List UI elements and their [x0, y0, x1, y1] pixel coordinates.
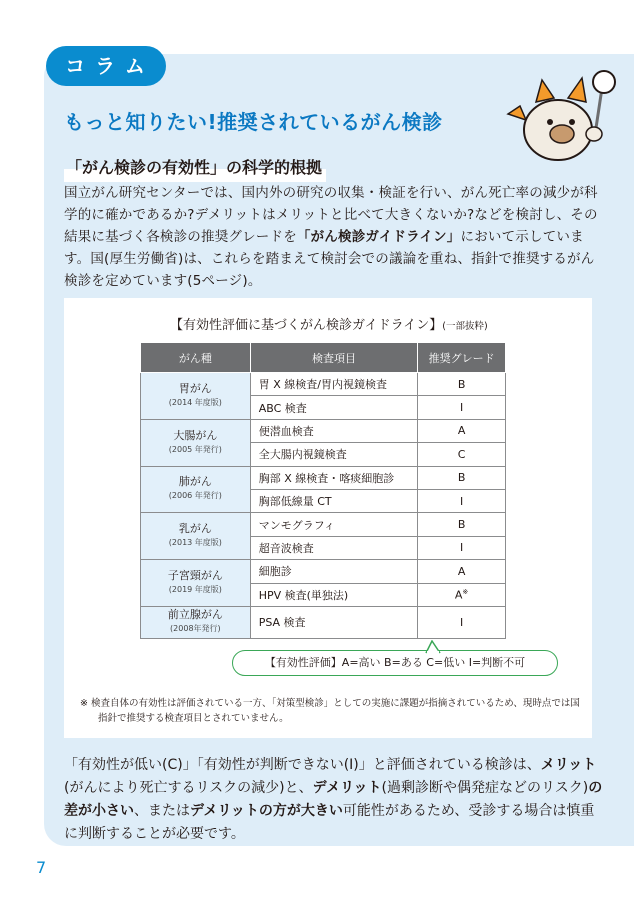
section-heading: 「がん検診の有効性」の科学的根拠 [64, 153, 326, 182]
table-row [141, 373, 506, 396]
grade-cell: B [418, 373, 506, 396]
exam-item: ABC 検査 [250, 396, 417, 419]
cancer-cell [141, 419, 251, 466]
grade-cell: I [418, 536, 506, 559]
closing-text: 「有効性が低い(C)」「有効性が判断できない(I)」と評価されている検診は、 [64, 757, 541, 773]
grade-cell: B [418, 513, 506, 536]
table-row [141, 466, 506, 489]
table-row [141, 560, 506, 583]
cancer-name: 乳がん [178, 522, 212, 536]
mascot-illustration [506, 68, 622, 168]
cancer-cell [141, 373, 251, 420]
grade-cell: I [418, 396, 506, 419]
cancer-name: 胃がん [178, 381, 212, 395]
exam-item: 細胞診 [250, 560, 417, 583]
exam-item: マンモグラフィ [250, 513, 417, 536]
edition-year: (2014 年度版) [168, 397, 222, 407]
exam-item: HPV 検査(単独法) [250, 583, 417, 606]
exam-item: 胃 X 線検査/胃内視鏡検査 [250, 373, 417, 396]
grade-cell: I [418, 489, 506, 512]
edition-year: (2008年発行) [170, 624, 221, 634]
grade-cell: A [418, 419, 506, 442]
table-row [141, 606, 506, 638]
edition-year: (2019 年度版) [168, 585, 222, 595]
callout-tail-icon [424, 640, 444, 654]
exam-item: 超音波検査 [250, 536, 417, 559]
closing-text: 、または [134, 803, 190, 819]
table-row [141, 419, 506, 442]
edition-year: (2006 年発行) [168, 491, 222, 501]
intro-text: において示しています。国(厚生労働省)は、これらを踏まえて検討会での議論を重ね、指針で推奨するがん検診を定めています(5ページ)。 [64, 229, 595, 289]
header-cancer-type: がん種 [141, 343, 251, 373]
grade-value: A [454, 588, 463, 602]
exam-item: 全大腸内視鏡検査 [250, 443, 417, 466]
exam-item: PSA 検査 [250, 606, 417, 638]
closing-emphasis: デメリット [312, 780, 382, 796]
page-number: 7 [36, 858, 47, 877]
cancer-cell [141, 466, 251, 513]
closing-paragraph [64, 754, 604, 846]
guideline-table [140, 342, 506, 639]
cancer-name: 大腸がん [173, 428, 218, 442]
closing-emphasis: デメリットの方が大きい [190, 803, 343, 819]
exam-item: 便潜血検査 [250, 419, 417, 442]
table-row [141, 513, 506, 536]
guideline-title-text: 【有効性評価に基づくがん検診ガイドライン】 [170, 318, 443, 333]
guideline-title-note: (一部抜粋) [442, 321, 488, 332]
closing-emphasis: メリット [540, 757, 597, 773]
exam-item: 胸部低線量 CT [250, 489, 417, 512]
grade-cell: A [418, 560, 506, 583]
legend-callout [232, 640, 558, 676]
intro-text: 国立がん研究センターでは、国内外の研究の収集・検証を行い、がん死亡率の減少が科学的に確かであるか?デメリットはメリットと比べて大きくないか?などを検討し、その結果に基づく各検診の推奨グレードを [64, 185, 598, 245]
exam-item: 胸部 X 線検査・喀痰細胞診 [250, 466, 417, 489]
grade-cell: I [418, 606, 506, 638]
column-badge: コラム [46, 46, 166, 86]
grade-cell [418, 583, 506, 606]
legend-text: 【有効性評価】A=高い B=ある C=低い I=判断不可 [232, 650, 558, 676]
closing-text: (がんにより死亡するリスクの減少)と、 [64, 780, 313, 796]
header-exam-item: 検査項目 [250, 343, 417, 373]
footnote: ※ 検査自体の有効性は評価されている一方、「対策型検診」としての実施に課題が指摘されているため、現時点では国指針で推奨する検査項目とされていません。 [80, 698, 580, 724]
edition-year: (2013 年度版) [168, 538, 222, 548]
cancer-cell [141, 560, 251, 607]
closing-emphasis: の差が小さい [64, 780, 603, 819]
footnote-mark: ※ [462, 587, 469, 596]
grade-cell: B [418, 466, 506, 489]
cancer-name: 前立腺がん [167, 608, 223, 622]
closing-text: (過剰診断や偶発症などのリスク) [381, 780, 589, 796]
intro-emphasis: 「がん検診ガイドライン」 [296, 229, 461, 245]
cancer-cell [141, 606, 251, 638]
intro-paragraph [64, 182, 604, 292]
header-grade: 推奨グレード [418, 343, 506, 373]
guideline-title [170, 314, 488, 333]
cancer-name: 子宮頸がん [167, 569, 223, 583]
closing-text: 可能性があるため、受診する場合は慎重に判断することが必要です。 [64, 803, 595, 842]
column-title: もっと知りたい!推奨されているがん検診 [64, 110, 443, 134]
cancer-name: 肺がん [178, 475, 212, 489]
edition-year: (2005 年発行) [168, 444, 222, 454]
grade-cell: C [418, 443, 506, 466]
cancer-cell [141, 513, 251, 560]
